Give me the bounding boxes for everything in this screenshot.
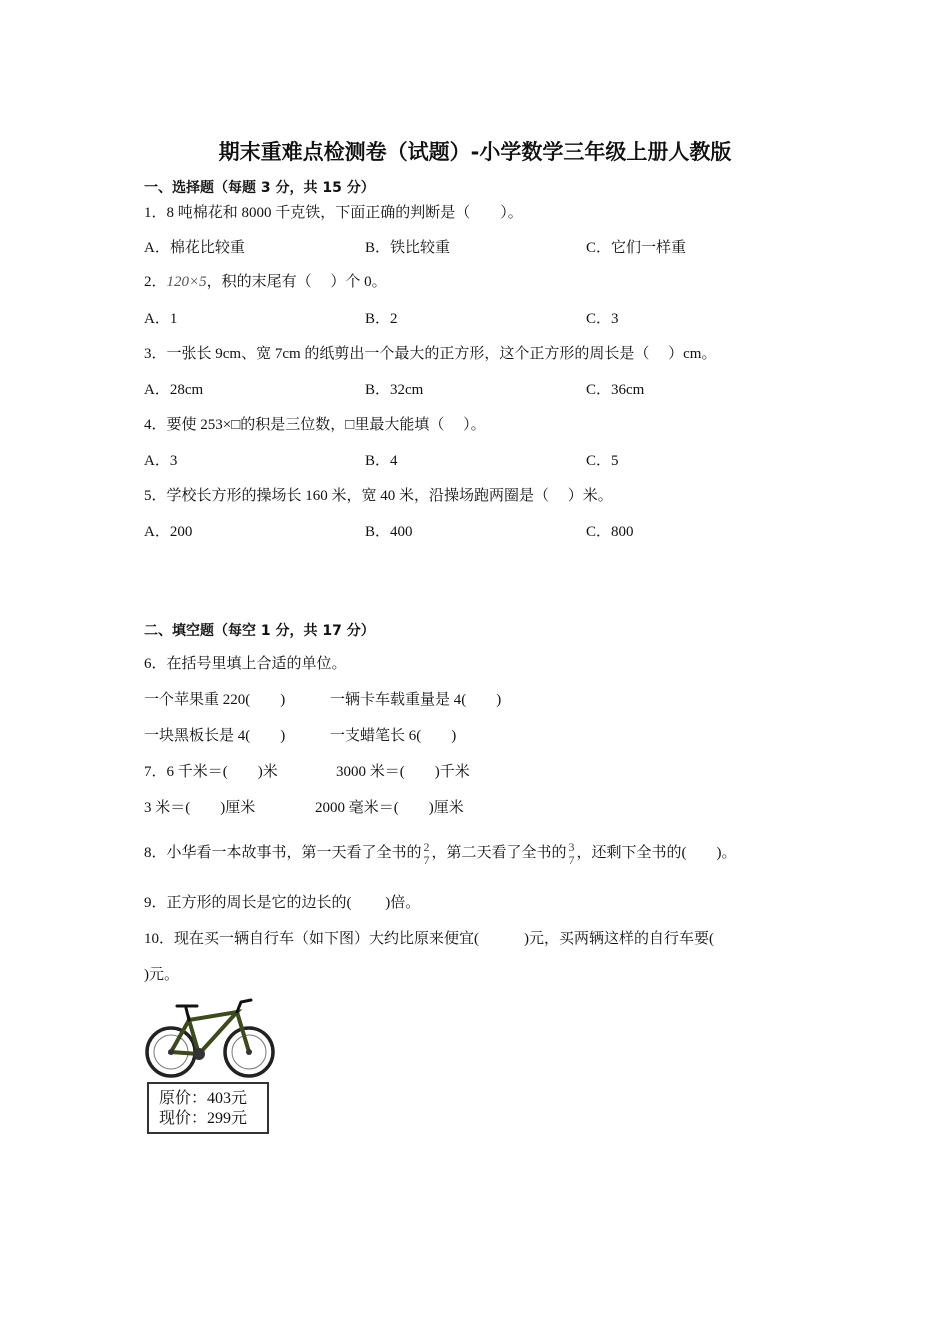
q1-option-a: A．棉花比较重 bbox=[144, 240, 245, 256]
q8-text-2: ，第二天看了全书的 bbox=[431, 845, 567, 861]
section-heading-choice: 一、选择题（每题 3 分，共 15 分） bbox=[144, 180, 375, 196]
fraction-three-sevenths bbox=[569, 841, 575, 867]
current-price: 现价：299元 bbox=[159, 1110, 248, 1127]
question-3: 3．一张长 9cm、宽 7cm 的纸剪出一个最大的正方形，这个正方形的周长是（ ）cm。 bbox=[144, 346, 717, 362]
question-10-continued: )元。 bbox=[144, 967, 179, 983]
fraction-two-sevenths bbox=[424, 841, 430, 867]
q2-option-c: C．3 bbox=[586, 311, 619, 327]
price-label bbox=[147, 1082, 269, 1134]
q6-item-apple: 一个苹果重 220( ) bbox=[144, 692, 286, 708]
q4-option-a: A．3 bbox=[144, 453, 178, 469]
question-6: 6．在括号里填上合适的单位。 bbox=[144, 656, 347, 672]
q5-option-a: A．200 bbox=[144, 524, 193, 540]
q8-text-3: ，还剩下全书的( )。 bbox=[576, 845, 737, 861]
fraction-numerator: 2 bbox=[423, 839, 430, 854]
question-10: 10．现在买一辆自行车（如下图）大约比原来便宜( )元，买两辆这样的自行车要( bbox=[144, 931, 714, 947]
q2-option-a: A．1 bbox=[144, 311, 178, 327]
question-5: 5．学校长方形的操场长 160 米，宽 40 米，沿操场跑两圈是（ ）米。 bbox=[144, 488, 613, 504]
q1-option-b: B．铁比较重 bbox=[365, 240, 451, 256]
q2-option-b: B．2 bbox=[365, 311, 398, 327]
bicycle-image bbox=[141, 996, 281, 1080]
original-price: 原价：403元 bbox=[159, 1090, 248, 1107]
q7-item-1: 7．6 千米＝( )米 bbox=[144, 764, 278, 780]
section-heading-fill: 二、填空题（每空 1 分，共 17 分） bbox=[144, 623, 375, 639]
q4-option-b: B．4 bbox=[365, 453, 398, 469]
q1-option-c: C．它们一样重 bbox=[586, 240, 687, 256]
q5-option-b: B．400 bbox=[365, 524, 413, 540]
question-2 bbox=[144, 272, 387, 292]
q6-item-blackboard: 一块黑板长是 4( ) bbox=[144, 728, 286, 744]
q6-item-crayon: 一支蜡笔长 6( ) bbox=[330, 728, 457, 744]
q7-item-3: 3 米＝( )厘米 bbox=[144, 800, 256, 816]
q4-option-c: C．5 bbox=[586, 453, 619, 469]
q3-option-b: B．32cm bbox=[365, 382, 424, 398]
q3-option-c: C．36cm bbox=[586, 382, 645, 398]
fraction-denominator: 7 bbox=[423, 852, 430, 867]
page-title: 期末重难点检测卷（试题）-小学数学三年级上册人教版 bbox=[218, 140, 732, 164]
q7-item-2: 3000 米＝( )千米 bbox=[336, 764, 470, 780]
fraction-denominator: 7 bbox=[568, 852, 575, 867]
q2-number: 2． bbox=[144, 274, 167, 290]
q2-expression: 120×5 bbox=[166, 274, 207, 290]
q3-option-a: A．28cm bbox=[144, 382, 204, 398]
question-4: 4．要使 253×□的积是三位数，□里最大能填（ ）。 bbox=[144, 417, 486, 433]
q2-text: ，积的末尾有（ ）个 0。 bbox=[206, 274, 387, 290]
question-8 bbox=[144, 833, 737, 873]
q7-item-4: 2000 毫米＝( )厘米 bbox=[315, 800, 464, 816]
q5-option-c: C．800 bbox=[586, 524, 634, 540]
question-9: 9．正方形的周长是它的边长的( )倍。 bbox=[144, 895, 421, 911]
fraction-numerator: 3 bbox=[568, 839, 575, 854]
q8-text-1: 8．小华看一本故事书，第一天看了全书的 bbox=[144, 845, 422, 861]
question-1: 1．8 吨棉花和 8000 千克铁，下面正确的判断是（ ）。 bbox=[144, 205, 523, 221]
q6-item-truck: 一辆卡车载重量是 4( ) bbox=[330, 692, 502, 708]
